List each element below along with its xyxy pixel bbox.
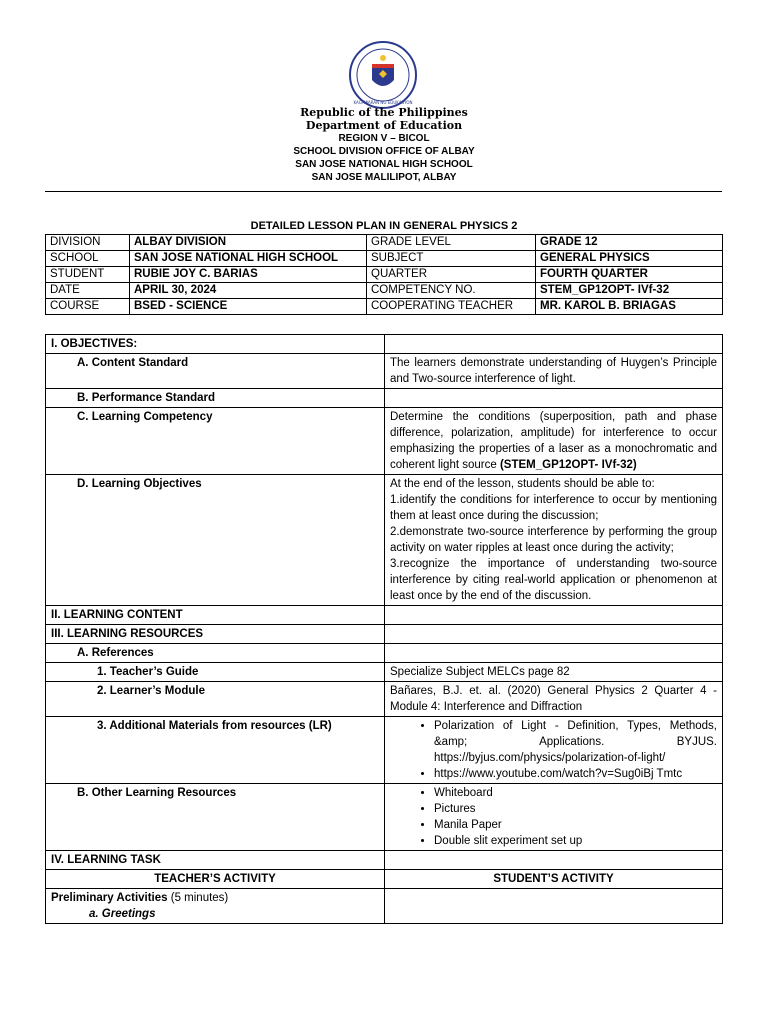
learning-content-heading: II. LEARNING CONTENT — [46, 606, 385, 625]
deped-seal-logo — [348, 40, 418, 110]
table-row — [46, 663, 723, 682]
objective-1: 1.identify the conditions for interference to occur by mentioning them at least once during the discussion; — [390, 494, 717, 522]
info-value: FOURTH QUARTER — [536, 267, 723, 283]
info-label: COURSE — [46, 299, 130, 315]
performance-standard-label: B. Performance Standard — [77, 392, 216, 404]
info-value: MR. KAROL B. BRIAGAS — [536, 299, 723, 315]
list-item: • Whiteboard — [434, 785, 717, 801]
table-row — [46, 251, 723, 267]
info-value: APRIL 30, 2024 — [130, 283, 367, 299]
table-row — [46, 625, 723, 644]
greetings-label: a. Greetings — [89, 908, 156, 920]
learning-resources-heading: III. LEARNING RESOURCES — [46, 625, 385, 644]
other-resources-list — [390, 785, 717, 849]
table-row — [46, 475, 723, 606]
info-label: STUDENT — [46, 267, 130, 283]
table-row — [46, 235, 723, 251]
table-row — [46, 354, 723, 389]
table-row — [46, 267, 723, 283]
list-item: • Pictures — [434, 801, 717, 817]
objectives-heading: I. OBJECTIVES: — [46, 335, 385, 354]
republic-line: Republic of the Philippines — [300, 106, 468, 119]
table-row — [46, 682, 723, 717]
objectives-intro: At the end of the lesson, students should be able to: — [390, 478, 655, 490]
table-row — [46, 784, 723, 851]
content-standard-label: A. Content Standard — [77, 357, 189, 369]
info-value: STEM_GP12OPT- IVf-32 — [536, 283, 723, 299]
table-row — [46, 283, 723, 299]
list-item: • Manila Paper — [434, 817, 717, 833]
info-value: ALBAY DIVISION — [130, 235, 367, 251]
info-value: GRADE 12 — [536, 235, 723, 251]
learners-module: Bañares, B.J. et. al. (2020) General Physics 2 Quarter 4 - Module 4: Interference and Diffraction — [385, 682, 723, 717]
info-label: COOPERATING TEACHER — [367, 299, 536, 315]
learning-task-heading: IV. LEARNING TASK — [46, 851, 385, 870]
learning-competency-label: C. Learning Competency — [77, 411, 213, 423]
info-value: BSED - SCIENCE — [130, 299, 367, 315]
teachers-guide-label: 1. Teacher’s Guide — [97, 666, 199, 678]
learners-module-label: 2. Learner’s Module — [97, 685, 206, 697]
table-row — [46, 644, 723, 663]
table-row — [46, 889, 723, 924]
learning-competency: Determine the conditions (superposition, path and phase difference, polarization, amplitude) for interference to occur emphasizing the properties of a laser as a monochromatic and coherent light source — [390, 411, 717, 471]
additional-materials-label: 3. Additional Materials from resources (LR) — [97, 720, 332, 732]
info-label: SUBJECT — [367, 251, 536, 267]
table-row — [46, 717, 723, 784]
info-value: SAN JOSE NATIONAL HIGH SCHOOL — [130, 251, 367, 267]
header-divider — [45, 191, 722, 192]
info-label: DATE — [46, 283, 130, 299]
letterhead — [0, 106, 768, 184]
list-item: • Polarization of Light - Definition, Types, Methods, &amp; Applications. BYJUS. https://byjus.com/physics/polarization-of-light/ — [434, 718, 717, 766]
learning-objectives-label: D. Learning Objectives — [77, 478, 202, 490]
preliminary-time: (5 minutes) — [167, 892, 229, 904]
document-title: DETAILED LESSON PLAN IN GENERAL PHYSICS 2 — [250, 220, 518, 232]
info-table — [45, 234, 723, 315]
info-value: GENERAL PHYSICS — [536, 251, 723, 267]
department-line: Department of Education — [305, 119, 463, 132]
table-row — [46, 606, 723, 625]
info-label: DIVISION — [46, 235, 130, 251]
info-label: SCHOOL — [46, 251, 130, 267]
additional-materials-list — [390, 718, 717, 782]
teachers-activity-heading: TEACHER’S ACTIVITY — [46, 870, 385, 889]
table-row — [46, 408, 723, 475]
school-line: SAN JOSE NATIONAL HIGH SCHOOL — [295, 159, 473, 170]
table-row — [46, 299, 723, 315]
preliminary-label: Preliminary Activities — [51, 892, 168, 904]
lesson-plan-table — [45, 334, 723, 924]
objective-2: 2.demonstrate two-source interference by performing the group activity on water ripples at least once during the activity; — [390, 526, 717, 554]
region-line: REGION V – BICOL — [338, 133, 430, 144]
content-standard: The learners demonstrate understanding of Huygen’s Principle and Two-source interference of light. — [385, 354, 723, 389]
svg-text:KAGAWARAN NG EDUKASYON: KAGAWARAN NG EDUKASYON — [353, 100, 413, 105]
list-item: • https://www.youtube.com/watch?v=Sug0iBj Tmtc — [434, 766, 717, 782]
teachers-guide: Specialize Subject MELCs page 82 — [385, 663, 723, 682]
competency-code: (STEM_GP12OPT- IVf-32) — [499, 459, 637, 471]
table-row — [46, 870, 723, 889]
table-row — [46, 389, 723, 408]
division-office-line: SCHOOL DIVISION OFFICE OF ALBAY — [293, 146, 475, 157]
info-value: RUBIE JOY C. BARIAS — [130, 267, 367, 283]
address-line: SAN JOSE MALILIPOT, ALBAY — [311, 172, 457, 183]
objective-3: 3.recognize the importance of understanding two-source interference by citing real-world application or phenomenon at least once by the end of the discussion. — [390, 558, 717, 602]
info-label: GRADE LEVEL — [367, 235, 536, 251]
students-activity-heading: STUDENT’S ACTIVITY — [385, 870, 723, 889]
info-label: COMPETENCY NO. — [367, 283, 536, 299]
table-row — [46, 851, 723, 870]
references-label: A. References — [77, 647, 154, 659]
list-item: • Double slit experiment set up — [434, 833, 717, 849]
other-resources-label: B. Other Learning Resources — [77, 787, 237, 799]
table-row — [46, 335, 723, 354]
info-label: QUARTER — [367, 267, 536, 283]
